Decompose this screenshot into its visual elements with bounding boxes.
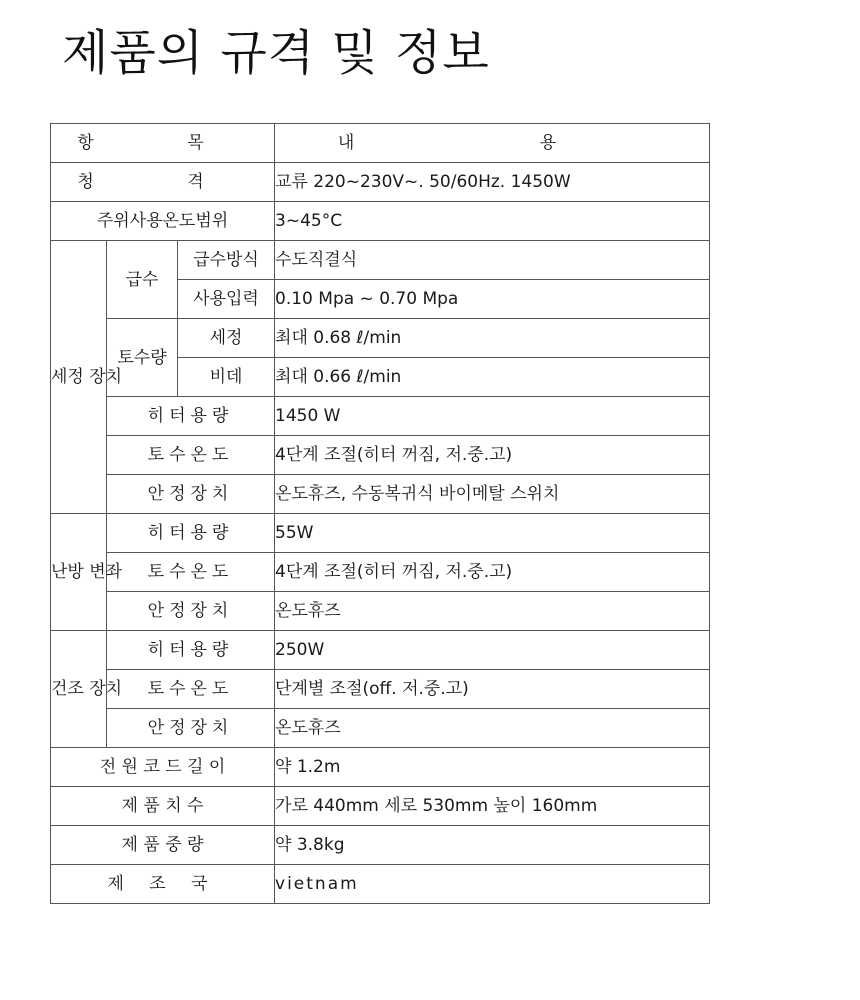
table-row [51, 436, 710, 475]
table-row [51, 514, 710, 553]
table-row [51, 592, 710, 631]
dry-safety-value: 온도휴즈 [275, 709, 710, 748]
supply-method-label: 급수방식 [178, 241, 275, 280]
table-row [51, 319, 710, 358]
supply-method-value: 수도직결식 [275, 241, 710, 280]
seat-temp-value: 4단계 조절(히터 꺼짐, 저.중.고) [275, 553, 710, 592]
table-row [51, 709, 710, 748]
seat-temp-label: 토수온도 [107, 553, 275, 592]
table-row [51, 241, 710, 280]
flow-label: 토수량 [107, 319, 178, 397]
weight-label: 제 품 중 량 [51, 826, 275, 865]
dry-unit-group-label: 건조 장치 [51, 631, 107, 748]
seat-heater-value: 55W [275, 514, 710, 553]
ambient-temp-value: 3~45°C [275, 202, 710, 241]
wash-temp-label: 토수온도 [107, 436, 275, 475]
cord-length-label: 전 원 코 드 길 이 [51, 748, 275, 787]
dimensions-label: 제 품 치 수 [51, 787, 275, 826]
origin-value: vietnam [275, 865, 710, 904]
flow-bidet-label: 비데 [178, 358, 275, 397]
wash-unit-group-label: 세정 장치 [51, 241, 107, 514]
table-row [51, 631, 710, 670]
dry-heater-value: 250W [275, 631, 710, 670]
table-row [51, 397, 710, 436]
supply-pressure-label: 사용입력 [178, 280, 275, 319]
dry-heater-label: 히터용량 [107, 631, 275, 670]
header-item: 항 목 [51, 124, 275, 163]
dimensions-value: 가로 440mm 세로 530mm 높이 160mm [275, 787, 710, 826]
ambient-temp-label: 주위사용온도범위 [51, 202, 275, 241]
origin-label: 제 조 국 [51, 865, 275, 904]
page-title: 제품의 규격 및 정보 [62, 25, 490, 81]
dry-safety-label: 안정장치 [107, 709, 275, 748]
table-row [51, 670, 710, 709]
table-header-row [51, 124, 710, 163]
table-row [51, 475, 710, 514]
wash-heater-value: 1450 W [275, 397, 710, 436]
flow-bidet-value: 최대 0.66 ℓ/min [275, 358, 710, 397]
table-row [51, 163, 710, 202]
rating-value: 교류 220~230V~. 50/60Hz. 1450W [275, 163, 710, 202]
dry-temp-value: 단계별 조절(off. 저.중.고) [275, 670, 710, 709]
table-row [51, 865, 710, 904]
rating-label: 청 격 [51, 163, 275, 202]
wash-safety-value: 온도휴즈, 수동복귀식 바이메탈 스위치 [275, 475, 710, 514]
table-row [51, 787, 710, 826]
wash-safety-label: 안정장치 [107, 475, 275, 514]
table-row [51, 748, 710, 787]
flow-wash-value: 최대 0.68 ℓ/min [275, 319, 710, 358]
dry-temp-label: 토수온도 [107, 670, 275, 709]
table-row [51, 826, 710, 865]
seat-unit-group-label: 난방 변좌 [51, 514, 107, 631]
seat-safety-value: 온도휴즈 [275, 592, 710, 631]
cord-length-value: 약 1.2m [275, 748, 710, 787]
seat-heater-label: 히터용량 [107, 514, 275, 553]
seat-safety-label: 안정장치 [107, 592, 275, 631]
table-row [51, 553, 710, 592]
water-supply-label: 급수 [107, 241, 178, 319]
spec-table [50, 123, 710, 904]
header-content: 내 용 [275, 124, 710, 163]
wash-heater-label: 히터용량 [107, 397, 275, 436]
flow-wash-label: 세정 [178, 319, 275, 358]
supply-pressure-value: 0.10 Mpa ~ 0.70 Mpa [275, 280, 710, 319]
weight-value: 약 3.8kg [275, 826, 710, 865]
table-row [51, 202, 710, 241]
wash-temp-value: 4단계 조절(히터 꺼짐, 저.중.고) [275, 436, 710, 475]
